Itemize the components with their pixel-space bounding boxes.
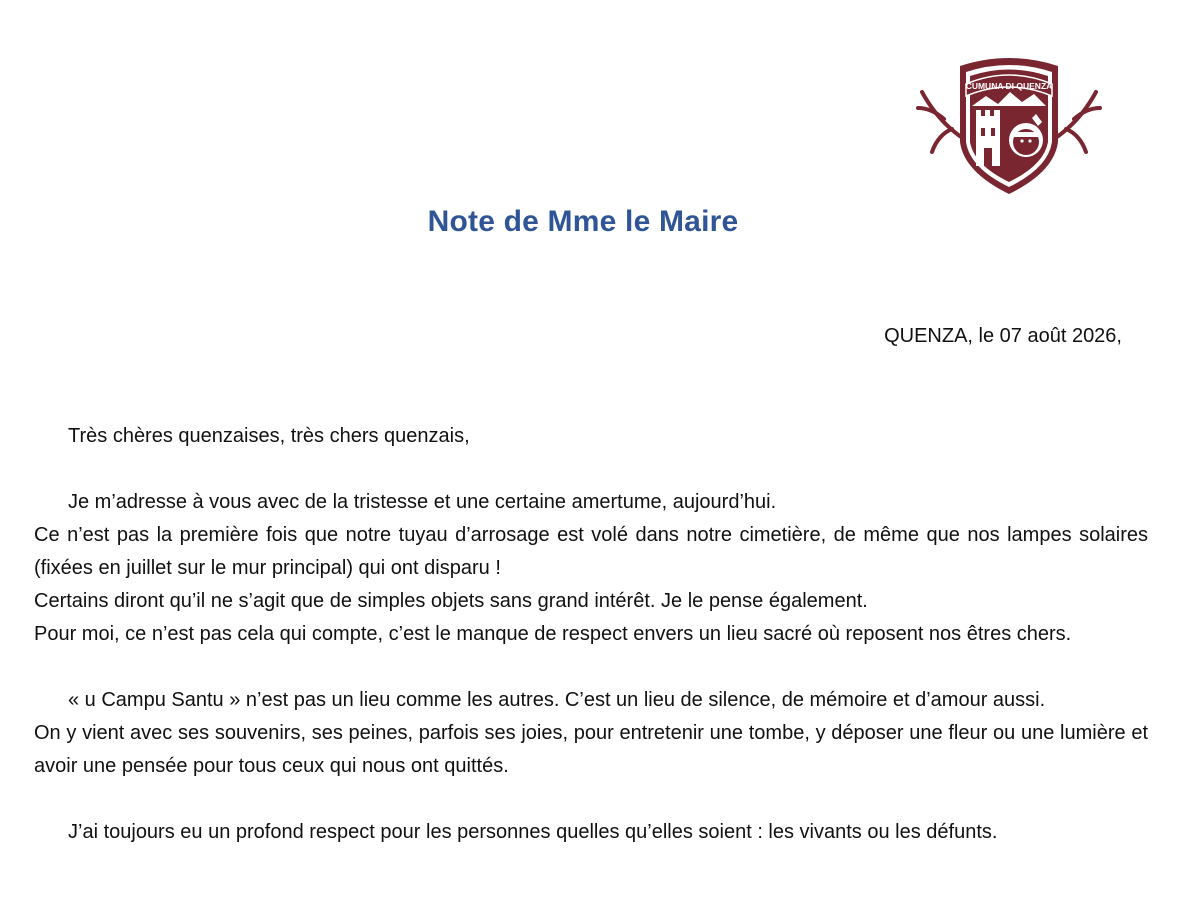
- paragraph: « u Campu Santu » n’est pas un lieu comme les autres. C’est un lieu de silence, de mémoire et d’amour aussi.: [68, 689, 1046, 711]
- paragraph: Certains diront qu’il ne s’agit que de simples objets sans grand intérêt. Je le pense également.: [34, 590, 868, 612]
- paragraph: J’ai toujours eu un profond respect pour les personnes quelles qu’elles soient : les vivants ou les défunts.: [68, 821, 998, 843]
- crest-banner-text: CUMUNA DI QUENZA: [965, 81, 1053, 91]
- paragraph: On y vient avec ses souvenirs, ses peines, parfois ses joies, pour entretenir une tombe, y déposer une fleur ou une lumière et avoir une pensée pour tous ceux qui nous ont quittés.: [34, 722, 1148, 777]
- paragraph: Pour moi, ce n’est pas cela qui compte, c’est le manque de respect envers un lieu sacré où reposent nos êtres chers.: [34, 623, 1072, 645]
- page-title: Note de Mme le Maire: [427, 205, 739, 238]
- letter-body: [34, 420, 1148, 849]
- date-line: QUENZA, le 07 août 2026,: [884, 325, 1122, 347]
- paragraph: Ce n’est pas la première fois que notre tuyau d’arrosage est volé dans notre cimetière, de même que nos lampes solaires (fixées en juillet sur le mur principal) qui ont disparu !: [34, 524, 1148, 579]
- commune-crest-logo: [914, 44, 1104, 200]
- paragraph: Je m’adresse à vous avec de la tristesse et une certaine amertume, aujourd’hui.: [68, 491, 777, 513]
- greeting: Très chères quenzaises, très chers quenzais,: [68, 425, 470, 447]
